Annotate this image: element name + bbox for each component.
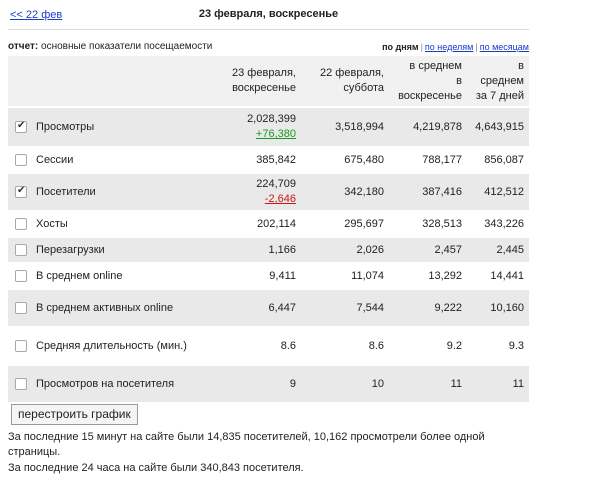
value-today: 224,709 <box>256 178 296 190</box>
value-yesterday: 675,480 <box>301 147 389 173</box>
column-header-yesterday <box>301 56 389 107</box>
row-checkbox-cell <box>8 327 34 365</box>
row-checkbox-cell <box>8 263 34 289</box>
value-7day-avg: 9.3 <box>467 327 529 365</box>
row-checkbox-cell <box>8 147 34 173</box>
row-label: В среднем активных online <box>34 289 201 327</box>
column-header-line: воскресенье <box>232 82 296 94</box>
value-today: 1,166 <box>201 237 301 263</box>
row-checkbox[interactable] <box>15 218 27 230</box>
value-weekday-avg: 788,177 <box>389 147 467 173</box>
row-label: Просмотров на посетителя <box>34 365 201 403</box>
table-body <box>8 107 529 403</box>
period-switcher <box>382 42 529 52</box>
row-label: Средняя длительность (мин.) <box>34 327 201 365</box>
table-row <box>8 365 529 403</box>
period-weeks-link[interactable]: по неделям <box>424 42 474 52</box>
column-header-weekday-avg <box>389 56 467 107</box>
row-checkbox-cell <box>8 211 34 237</box>
table-row <box>8 107 529 147</box>
column-header-line: в <box>456 74 462 87</box>
value-yesterday: 7,544 <box>301 289 389 327</box>
value-yesterday: 295,697 <box>301 211 389 237</box>
row-checkbox[interactable] <box>15 270 27 282</box>
value-yesterday: 2,026 <box>301 237 389 263</box>
value-yesterday: 3,518,994 <box>301 107 389 147</box>
value-7day-avg: 4,643,915 <box>467 107 529 147</box>
date-navigation <box>8 0 529 30</box>
value-weekday-avg: 9,222 <box>389 289 467 327</box>
report-title <box>8 41 212 52</box>
column-header-today <box>201 56 301 107</box>
rebuild-chart-button[interactable]: перестроить график <box>11 404 138 425</box>
value-today: 8.6 <box>201 327 301 365</box>
table-row <box>8 211 529 237</box>
row-checkbox-cell <box>8 237 34 263</box>
value-7day-avg: 856,087 <box>467 147 529 173</box>
period-separator: | <box>475 42 478 52</box>
table-header-row <box>8 56 529 107</box>
row-label: В среднем online <box>34 263 201 289</box>
value-7day-avg: 2,445 <box>467 237 529 263</box>
value-7day-avg: 11 <box>467 365 529 403</box>
delta-value[interactable]: -2,646 <box>264 193 296 205</box>
row-checkbox-cell <box>8 365 34 403</box>
report-name: основные показатели посещаемости <box>41 41 213 52</box>
delta-value[interactable]: +76,380 <box>255 128 296 140</box>
value-yesterday: 8.6 <box>301 327 389 365</box>
value-yesterday: 342,180 <box>301 173 389 211</box>
row-checkbox-cell <box>8 173 34 211</box>
summary-24h: За последние 24 часа на сайте были 340,843 посетителя. <box>8 462 304 474</box>
value-weekday-avg: 13,292 <box>389 263 467 289</box>
value-today: 385,842 <box>201 147 301 173</box>
value-today: 202,114 <box>201 211 301 237</box>
row-checkbox[interactable] <box>15 244 27 256</box>
table-row <box>8 147 529 173</box>
period-months-link[interactable]: по месяцам <box>479 42 529 52</box>
prev-day-link[interactable]: << 22 фев <box>10 9 63 21</box>
table-row <box>8 263 529 289</box>
value-weekday-avg: 328,513 <box>389 211 467 237</box>
period-days: по дням <box>382 42 419 52</box>
table-row <box>8 237 529 263</box>
row-label: Сессии <box>34 147 201 173</box>
row-checkbox-cell <box>8 289 34 327</box>
row-checkbox[interactable] <box>15 378 27 390</box>
header-label-cell <box>34 56 201 107</box>
column-header-line: 23 февраля, <box>232 67 296 79</box>
header-checkbox-cell <box>8 56 34 107</box>
row-checkbox[interactable] <box>15 154 27 166</box>
column-header-line: в среднем <box>409 59 462 72</box>
column-header-line: суббота <box>343 82 384 94</box>
row-checkbox[interactable] <box>15 121 27 133</box>
visitor-summary <box>8 430 528 477</box>
report-bar <box>8 30 529 56</box>
row-checkbox[interactable] <box>15 340 27 352</box>
row-label: Перезагрузки <box>34 237 201 263</box>
value-today: 2,028,399 <box>247 113 296 125</box>
column-header-line: воскресенье <box>398 89 462 102</box>
value-weekday-avg: 11 <box>389 365 467 403</box>
row-checkbox[interactable] <box>15 302 27 314</box>
column-header-line: 22 февраля, <box>320 67 384 79</box>
column-header-line: за 7 дней <box>475 89 524 102</box>
value-today: 6,447 <box>201 289 301 327</box>
table-row <box>8 173 529 211</box>
value-today: 9 <box>201 365 301 403</box>
period-separator: | <box>420 42 423 52</box>
row-checkbox[interactable] <box>15 186 27 198</box>
row-label: Просмотры <box>34 107 201 147</box>
column-header-7day-avg <box>467 56 529 107</box>
stats-table <box>8 56 529 404</box>
value-7day-avg: 10,160 <box>467 289 529 327</box>
value-yesterday: 11,074 <box>301 263 389 289</box>
value-7day-avg: 343,226 <box>467 211 529 237</box>
value-weekday-avg: 9.2 <box>389 327 467 365</box>
value-today: 9,411 <box>201 263 301 289</box>
column-header-line: в <box>518 59 524 72</box>
value-cell <box>201 173 301 211</box>
page-title: 23 февраля, воскресенье <box>198 8 339 20</box>
value-7day-avg: 14,441 <box>467 263 529 289</box>
table-row <box>8 289 529 327</box>
value-7day-avg: 412,512 <box>467 173 529 211</box>
summary-15min: За последние 15 минут на сайте были 14,835 посетителей, 10,162 просмотрели более одной страницы. <box>8 431 485 458</box>
column-header-line: среднем <box>480 74 524 87</box>
value-weekday-avg: 2,457 <box>389 237 467 263</box>
value-weekday-avg: 387,416 <box>389 173 467 211</box>
row-label: Посетители <box>34 173 201 211</box>
value-yesterday: 10 <box>301 365 389 403</box>
row-checkbox-cell <box>8 107 34 147</box>
stats-panel <box>8 0 529 404</box>
report-label: отчет: <box>8 41 39 52</box>
table-row <box>8 327 529 365</box>
value-cell <box>201 107 301 147</box>
value-weekday-avg: 4,219,878 <box>389 107 467 147</box>
row-label: Хосты <box>34 211 201 237</box>
